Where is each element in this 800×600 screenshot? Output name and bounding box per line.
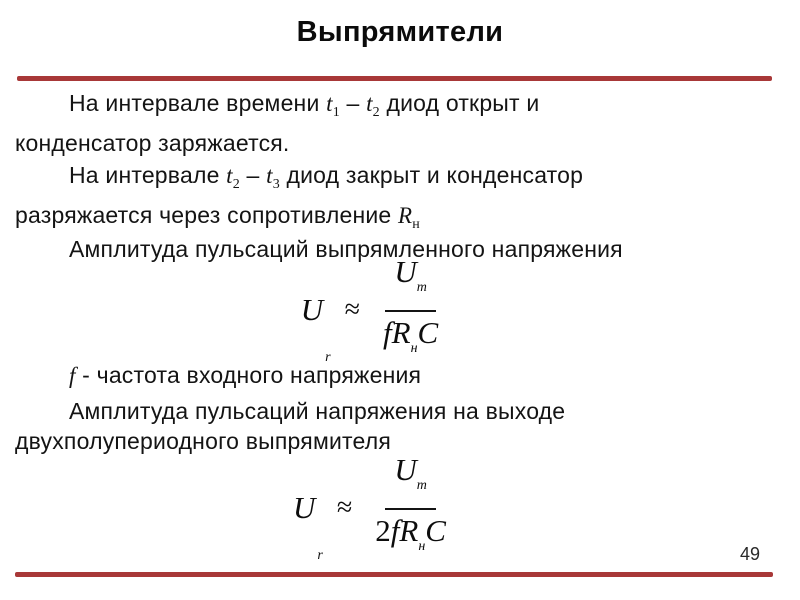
text-segment: диод открыт и [379, 90, 540, 116]
approx-symbol: ≈ [336, 492, 353, 523]
math-var-Um: U [394, 253, 417, 289]
math-var-fR: fR [383, 314, 411, 350]
paragraph-line [15, 160, 785, 200]
math-var-fR: fR [390, 512, 419, 548]
math-var-f: f [69, 363, 76, 388]
text-segment: - частота входного напряжения [75, 362, 422, 388]
approx-symbol: ≈ [344, 294, 360, 325]
formula-lhs-subscript: r [325, 349, 331, 365]
math-subscript-n: н [412, 217, 420, 232]
paragraph-line [15, 88, 785, 128]
paragraph-line: двухполупериодного выпрямителя [15, 428, 391, 454]
math-var-t3: t [266, 163, 273, 188]
paragraph-ripple-amplitude: Амплитуда пульсаций выпрямленного напряжения [69, 236, 623, 262]
fraction [366, 451, 455, 566]
math-var-R: R [397, 203, 413, 228]
paragraph-line: Амплитуда пульсаций напряжения на выходе [69, 398, 566, 424]
math-var-Um: U [394, 451, 417, 487]
page-number: 49 [739, 544, 760, 564]
paragraph-interval-t2-t3 [15, 160, 785, 240]
formula-body [301, 253, 447, 368]
math-var-t2: t [366, 91, 373, 116]
text-segment: диод закрыт и конденсатор [279, 162, 584, 188]
math-coefficient-2: 2 [375, 512, 391, 548]
fraction-numerator [385, 253, 436, 312]
math-subscript-m: m [416, 279, 427, 295]
paragraph-fullwave-amplitude [15, 396, 785, 456]
math-subscript-3: 3 [272, 177, 280, 192]
title-divider-rule [17, 76, 772, 81]
math-subscript-m: m [416, 477, 427, 493]
paragraph-interval-t1-t2 [15, 88, 785, 158]
math-var-C: C [417, 314, 439, 350]
math-var-t2: t [226, 163, 233, 188]
page-title: Выпрямители [296, 16, 504, 48]
math-subscript-1: 1 [332, 105, 340, 120]
math-subscript-n: н [410, 340, 418, 356]
math-var-C: C [425, 512, 446, 548]
fraction-denominator [366, 510, 455, 566]
text-segment: На интервале [69, 162, 227, 188]
math-subscript-2: 2 [232, 177, 240, 192]
dash-segment: – [239, 162, 267, 188]
formula-lhs-subscript: r [317, 547, 323, 563]
paragraph-line: конденсатор заряжается. [15, 130, 290, 156]
text-segment: На интервале времени [69, 90, 327, 116]
formula-lhs-var: U [293, 490, 316, 525]
footer-rule [15, 572, 773, 577]
dash-segment: – [339, 90, 367, 116]
text-segment: разряжается через сопротивление [15, 202, 398, 228]
formula-ripple-fullwave [0, 451, 800, 563]
math-var-t1: t [326, 91, 333, 116]
formula-ripple-halfwave [0, 253, 800, 365]
math-subscript-2: 2 [372, 105, 380, 120]
fraction [374, 253, 447, 368]
paragraph-frequency-definition [15, 360, 785, 391]
formula-body [293, 451, 455, 566]
formula-lhs-var: U [300, 292, 324, 327]
fraction-numerator [385, 451, 436, 510]
math-subscript-n: н [418, 538, 426, 554]
